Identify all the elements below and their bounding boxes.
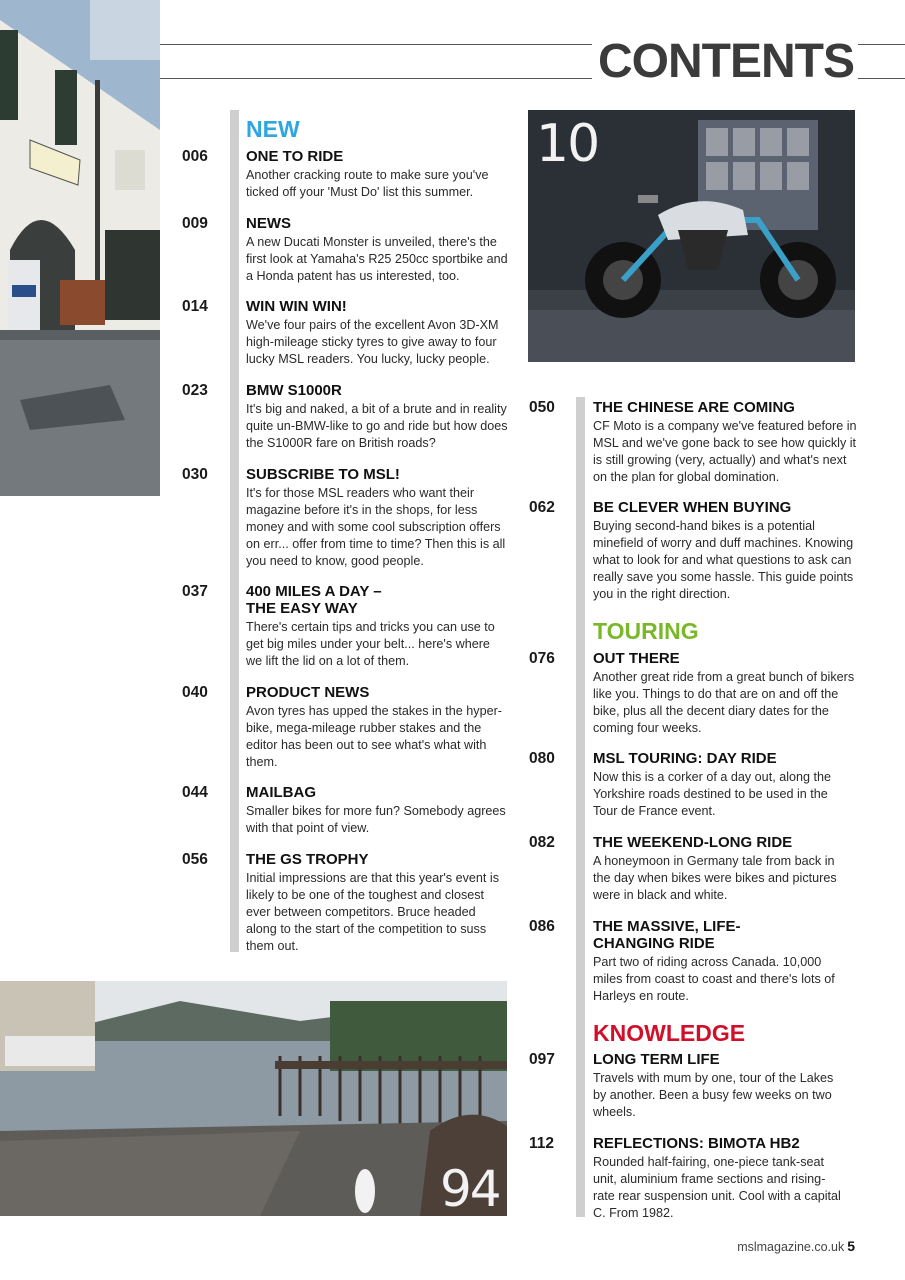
entry-title: 400 MILES A DAY – THE EASY WAY bbox=[246, 583, 382, 617]
entry-description: Travels with mum by one, tour of the Lakes by another. Been a busy few weeks on two wheels. bbox=[593, 1071, 834, 1119]
bike-page-number: 10 bbox=[536, 114, 599, 174]
entry-description: CF Moto is a company we've featured before in MSL and we've gone back to see how quickly it is still growing (very, actually) and what's next on the plan for global domination. bbox=[593, 419, 857, 484]
entry-title: NEWS bbox=[246, 215, 291, 232]
page-title: CONTENTS bbox=[598, 35, 854, 88]
footer-page-number: 5 bbox=[847, 1238, 855, 1254]
entry-description: Initial impressions are that this year's event is likely to be one of the toughest and closest ever between competitors. Bruce headed along to the start of the competition to suss them out. bbox=[246, 871, 499, 953]
entry-description: Part two of riding across Canada. 10,000 miles from coast to coast and there's lots of Harleys en route. bbox=[593, 955, 835, 1003]
entry-description: It's big and naked, a bit of a brute and in reality quite un-BMW-like to go and ride but how does the S1000R fare on British roads? bbox=[246, 402, 508, 450]
entry-description: There's certain tips and tricks you can use to get big miles under your belt... here's where we lift the lid on a lot of them. bbox=[246, 620, 495, 668]
entry-gs-trophy[interactable] bbox=[246, 851, 508, 955]
entry-description: Another great ride from a great bunch of bikers like you. Things to do that are on and off the bike, plus all the decent diary dates for the coming four weeks. bbox=[593, 670, 855, 735]
entry-description: Buying second-hand bikes is a potential minefield of worry and duff machines. Knowing what to look for and what questions to ask can really save you some hassle. This guide points you in the right direction. bbox=[593, 519, 854, 601]
lake-page-number: 94 bbox=[440, 1160, 500, 1216]
header-rule-right-bottom bbox=[858, 78, 905, 79]
right-column-bar bbox=[576, 397, 585, 1217]
header-rule-bottom bbox=[160, 78, 592, 79]
entry-title: SUBSCRIBE TO MSL! bbox=[246, 466, 400, 483]
entry-title: MSL TOURING: DAY RIDE bbox=[593, 750, 777, 767]
section-knowledge: KNOWLEDGE bbox=[593, 1020, 746, 1046]
footer-site[interactable]: mslmagazine.co.uk bbox=[737, 1240, 845, 1254]
entry-mailbag[interactable] bbox=[246, 784, 508, 837]
entry-bmw-s1000r[interactable] bbox=[246, 382, 508, 452]
entry-title: THE WEEKEND-LONG RIDE bbox=[593, 834, 793, 851]
entry-number: 112 bbox=[529, 1135, 555, 1152]
entry-long-term-life[interactable] bbox=[593, 1051, 843, 1121]
section-touring: TOURING bbox=[593, 618, 699, 644]
entry-bimota-hb2[interactable] bbox=[593, 1135, 843, 1222]
entry-massive-ride[interactable] bbox=[593, 918, 853, 1005]
entry-weekend-long-ride[interactable] bbox=[593, 834, 848, 904]
entry-number: 076 bbox=[529, 650, 555, 667]
entry-subscribe[interactable] bbox=[246, 466, 508, 570]
entry-number: 037 bbox=[182, 583, 208, 600]
entry-title: THE GS TROPHY bbox=[246, 851, 369, 868]
entry-news[interactable] bbox=[246, 215, 508, 285]
entry-number: 044 bbox=[182, 784, 208, 801]
entry-number: 080 bbox=[529, 750, 555, 767]
entry-description: Avon tyres has upped the stakes in the hyper-bike, mega-mileage rubber stakes and the editor has been out to see what's what with them. bbox=[246, 704, 502, 769]
entry-number: 040 bbox=[182, 684, 208, 701]
entry-number: 023 bbox=[182, 382, 208, 399]
entry-title: BE CLEVER WHEN BUYING bbox=[593, 499, 792, 516]
entry-number: 006 bbox=[182, 148, 208, 165]
page-footer bbox=[737, 1238, 855, 1254]
entry-number: 030 bbox=[182, 466, 208, 483]
entry-description: Smaller bikes for more fun? Somebody agrees with that point of view. bbox=[246, 804, 506, 835]
photo-lake bbox=[0, 981, 507, 1216]
entry-description: A honeymoon in Germany tale from back in the day when bikes were bikes and pictures were in black and white. bbox=[593, 854, 837, 902]
photo-archway-building bbox=[0, 0, 160, 496]
entry-number: 009 bbox=[182, 215, 208, 232]
header-rule-right-top bbox=[858, 44, 905, 45]
entry-day-ride[interactable] bbox=[593, 750, 848, 820]
entry-title: OUT THERE bbox=[593, 650, 680, 667]
left-column-bar bbox=[230, 110, 239, 952]
entry-description: It's for those MSL readers who want their magazine before it's in the shops, for less money and with some cool subscription offers on err... offer from time to time? Then this is all you need to know, good people. bbox=[246, 486, 506, 568]
entry-title: ONE TO RIDE bbox=[246, 148, 344, 165]
entry-number: 050 bbox=[529, 399, 555, 416]
entry-chinese-coming[interactable] bbox=[593, 399, 858, 486]
building-illustration bbox=[0, 0, 160, 496]
entry-title: PRODUCT NEWS bbox=[246, 684, 370, 701]
entry-title: BMW S1000R bbox=[246, 382, 342, 399]
entry-description: A new Ducati Monster is unveiled, there's the first look at Yamaha's R25 250cc sportbike and a Honda patent has us interested, too. bbox=[246, 235, 508, 283]
lake-illustration bbox=[0, 981, 507, 1216]
entry-title: THE MASSIVE, LIFE-CHANGING RIDE bbox=[593, 918, 741, 952]
entry-400-miles[interactable] bbox=[246, 583, 508, 670]
entry-number: 056 bbox=[182, 851, 208, 868]
entry-number: 014 bbox=[182, 298, 208, 315]
entry-win-win-win[interactable] bbox=[246, 298, 508, 368]
entry-description: We've four pairs of the excellent Avon 3D-XM high-mileage sticky tyres to give away to four lucky MSL readers. You lucky, lucky people. bbox=[246, 318, 499, 366]
entry-number: 086 bbox=[529, 918, 555, 935]
header-rule-top bbox=[160, 44, 592, 45]
entry-number: 082 bbox=[529, 834, 555, 851]
section-new: NEW bbox=[246, 116, 300, 142]
entry-number: 062 bbox=[529, 499, 555, 516]
photo-motorbike bbox=[528, 110, 855, 362]
entry-description: Rounded half-fairing, one-piece tank-seat unit, aluminium frame sections and rising-rate rear suspension unit. Cool with a capital C. From 1982. bbox=[593, 1155, 841, 1220]
entry-title: MAILBAG bbox=[246, 784, 316, 801]
entry-number: 097 bbox=[529, 1051, 555, 1068]
entry-title: REFLECTIONS: BIMOTA HB2 bbox=[593, 1135, 800, 1152]
entry-title: THE CHINESE ARE COMING bbox=[593, 399, 795, 416]
entry-product-news[interactable] bbox=[246, 684, 508, 771]
entry-description: Another cracking route to make sure you've ticked off your 'Must Do' list this summer. bbox=[246, 168, 489, 199]
entry-description: Now this is a corker of a day out, along the Yorkshire roads destined to be used in the Tour de France event. bbox=[593, 770, 832, 818]
entry-title: LONG TERM LIFE bbox=[593, 1051, 720, 1068]
entry-out-there[interactable] bbox=[593, 650, 858, 737]
entry-one-to-ride[interactable] bbox=[246, 148, 508, 201]
entry-be-clever[interactable] bbox=[593, 499, 855, 603]
entry-title: WIN WIN WIN! bbox=[246, 298, 347, 315]
